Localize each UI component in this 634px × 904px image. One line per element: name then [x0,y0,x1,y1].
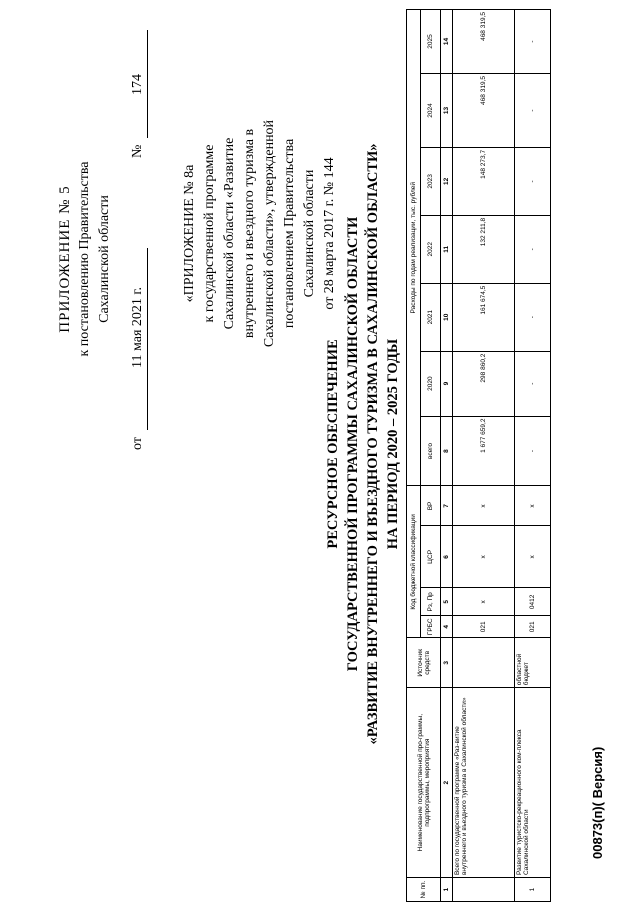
column-number-2: 2 [441,688,453,878]
column-number-1: 1 [441,878,453,902]
heading-line-3: «РАЗВИТИЕ ВНУТРЕННЕГО И ВЪЕЗДНОГО ТУРИЗМА В САХАЛИНСКОЙ ОБЛАСТИ» [365,143,381,745]
header-year-2024: 2024 [421,74,441,148]
row-vr: x [453,486,515,526]
row-number [453,878,515,902]
date-underline [147,248,148,430]
row-2022: - [515,215,551,283]
reference-line-5: постановлением Правительства [282,138,297,329]
appendix-line-1: к постановлению Правительства [77,161,92,357]
header-expenses: Расходы по годам реализации, тыс. рублей [407,10,421,486]
column-number-6: 6 [441,526,453,588]
header-year-2025: 2025 [421,10,441,74]
reference-line-6: Сахалинской области [302,169,317,298]
column-number-9: 9 [441,351,453,416]
row-2025: 468 319,5 [453,10,515,74]
appendix-number: 174 [130,74,145,95]
row-csr: x [453,526,515,588]
number-underline [147,30,148,138]
row-source: областной бюджет [515,638,551,688]
row-2024: 468 319,5 [453,74,515,148]
row-rzpr: x [453,588,515,616]
appendix-date-line [130,20,150,450]
table-row [515,10,551,902]
header-number: № пп. [407,878,441,902]
reference-line-4: Сахалинской области», утвержденной [262,119,277,348]
row-2021: - [515,283,551,351]
column-number-11: 11 [441,215,453,283]
row-total: 1 677 659,2 [453,416,515,486]
appendix-title: ПРИЛОЖЕНИЕ № 5 [57,185,73,333]
header-source: Источник средств [407,638,441,688]
row-2023: 148 273,7 [453,147,515,215]
column-number-5: 5 [441,588,453,616]
header-grbs: ГРБС [421,616,441,638]
column-number-12: 12 [441,147,453,215]
appendix-line-2: Сахалинской области [97,195,112,323]
row-2024: - [515,74,551,148]
heading-line-1: РЕСУРСНОЕ ОБЕСПЕЧЕНИЕ [325,339,341,549]
row-rzpr: 0412 [515,588,551,616]
heading-line-4: НА ПЕРИОД 2020 – 2025 ГОДЫ [385,338,401,550]
column-number-14: 14 [441,10,453,74]
table-row [453,10,515,902]
reference-line-3: внутреннего и въездного туризма в [242,128,257,339]
number-label: № [130,144,145,158]
row-number: 1 [515,878,551,902]
column-number-8: 8 [441,416,453,486]
heading-line-2: ГОСУДАРСТВЕННОЙ ПРОГРАММЫ САХАЛИНСКОЙ ОБЛАСТИ [345,216,361,672]
row-2022: 132 211,8 [453,215,515,283]
header-csr: ЦСР [421,526,441,588]
row-source [453,638,515,688]
column-number-7: 7 [441,486,453,526]
column-number-10: 10 [441,283,453,351]
row-csr: x [515,526,551,588]
reference-block [180,91,340,376]
row-2025: - [515,10,551,74]
row-2021: 161 674,5 [453,283,515,351]
column-number-13: 13 [441,74,453,148]
reference-line-1: к государственной программе [202,144,217,323]
header-name: Наименование государственной про-граммы, подпрограммы, мероприятия [407,688,441,878]
row-2020: 298 860,2 [453,351,515,416]
row-grbs: 021 [515,616,551,638]
row-grbs: 021 [453,616,515,638]
reference-title: «ПРИЛОЖЕНИЕ № 8а [182,164,197,303]
header-vr: ВР [421,486,441,526]
document-heading [323,14,403,874]
header-year-2023: 2023 [421,147,441,215]
appendix-block [55,89,115,429]
reference-line-7: от 28 марта 2017 г. № 144 [322,157,337,310]
header-year-2020: 2020 [421,351,441,416]
document-version-code: 00873(п)( Версия) [590,746,605,859]
row-name: Всего по государственной программе «Раз-витие внутреннего и въездного туризма в Сахалинской области» [453,688,515,878]
reference-line-2: Сахалинской области «Развитие [222,137,237,330]
row-name: Развитие туристско-рекреационного ком-плекса Сахалинской области [515,688,551,878]
column-number-3: 3 [441,638,453,688]
appendix-date: 11 мая 2021 г. [130,286,145,368]
header-year-2022: 2022 [421,215,441,283]
row-2023: - [515,147,551,215]
from-label: от [130,437,145,450]
header-year-2021: 2021 [421,283,441,351]
row-total: - [515,416,551,486]
header-total: всего [421,416,441,486]
row-2020: - [515,351,551,416]
header-rzpr: Рз, Пр [421,588,441,616]
header-budget-code: Код бюджетной классификации [407,486,421,638]
row-vr: x [515,486,551,526]
column-number-4: 4 [441,616,453,638]
resource-table [406,9,551,902]
